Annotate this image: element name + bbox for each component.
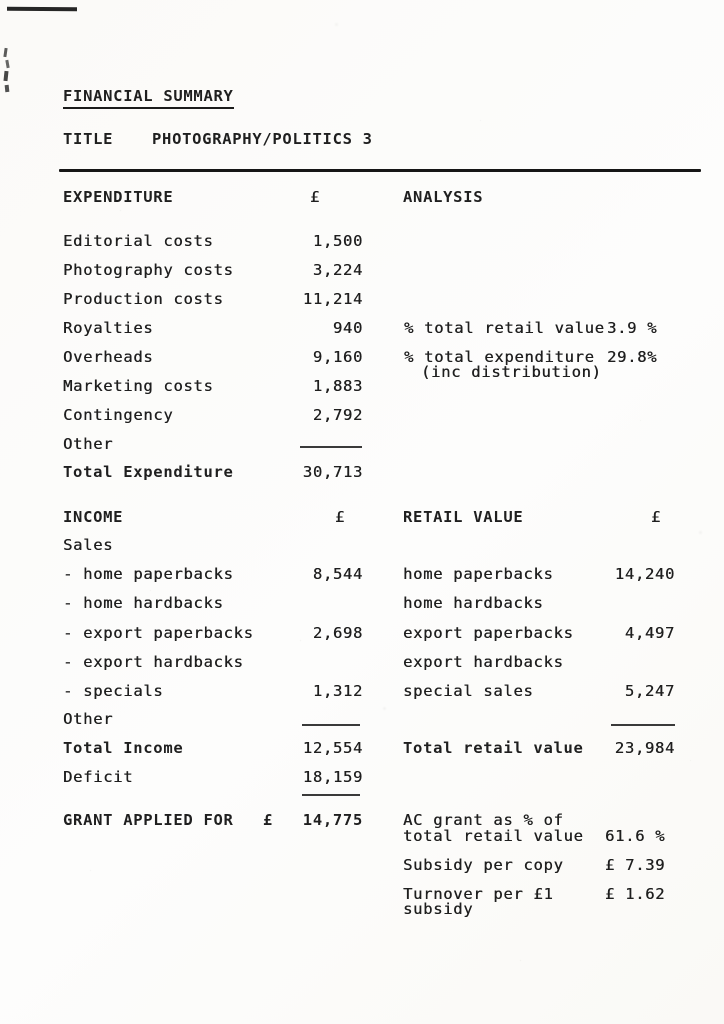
page-heading-text: FINANCIAL SUMMARY [63,87,234,109]
scan-noise [0,0,1,1]
expenditure-row-label: Production costs [63,290,224,308]
expenditure-row-label: Editorial costs [63,232,214,250]
income-currency-header: £ [335,508,346,526]
analysis-item-sublabel: (inc distribution) [421,363,602,381]
analysis-header: ANALYSIS [403,188,484,206]
expenditure-row-label: Royalties [63,319,154,337]
sum-line [302,794,360,796]
income-total-label: Total Income [63,739,184,757]
deficit-label: Deficit [63,768,134,786]
expenditure-row-label: Overheads [63,348,154,366]
metric-label: Subsidy per copy [403,856,564,874]
income-row-label: - specials [63,682,164,700]
income-total-amount: 12,554 [302,739,363,757]
retail-row-label: home paperbacks [403,565,554,583]
metric-value: £ 1.62 [605,885,666,903]
retail-row-amount: 14,240 [614,565,675,583]
metric-value: £ 7.39 [605,856,666,874]
retail-row-label: home hardbacks [403,594,544,612]
expenditure-row-label: Marketing costs [63,377,214,395]
expenditure-row-amount: 1,883 [312,377,363,395]
expenditure-header: EXPENDITURE [63,188,174,206]
retail-row-label: export paperbacks [403,624,574,642]
analysis-item-label: % total retail value [404,319,605,337]
income-row-amount: 1,312 [312,682,363,700]
metric-label-line2: total retail value [403,827,584,845]
sum-line [611,724,675,726]
retail-row-amount: 4,497 [624,624,675,642]
expenditure-row-amount: 9,160 [312,348,363,366]
scan-artifact [3,71,8,81]
income-row-amount: 2,698 [312,624,363,642]
expenditure-row-label: Other [63,435,114,453]
retail-total-amount: 23,984 [614,739,675,757]
scan-artifact [3,48,7,57]
metric-label-line2: subsidy [403,900,474,918]
horizontal-rule [59,169,701,172]
expenditure-row-amount: 2,792 [312,406,363,424]
retail-row-label: export hardbacks [403,653,564,671]
sum-line [302,724,360,726]
sales-label: Sales [63,536,114,554]
income-header: INCOME [63,508,124,526]
sum-line [300,446,362,448]
grant-label: GRANT APPLIED FOR [63,811,234,829]
retail-row-label: special sales [403,682,534,700]
grant-currency: £ [263,811,274,829]
expenditure-row-amount: 940 [332,319,363,337]
income-row-amount: 8,544 [312,565,363,583]
expenditure-row-amount: 11,214 [302,290,363,308]
metric-value: 61.6 % [605,827,666,845]
title-label: TITLE [63,130,114,148]
expenditure-row-label: Contingency [63,406,174,424]
expenditure-currency-header: £ [310,188,321,206]
income-row-label: - export paperbacks [63,624,254,642]
scan-artifact [5,85,10,92]
income-row-label: Other [63,710,114,728]
expenditure-row-label: Photography costs [63,261,234,279]
expenditure-row-amount: 1,500 [312,232,363,250]
income-row-label: - export hardbacks [63,653,244,671]
expenditure-total-amount: 30,713 [302,463,363,481]
deficit-amount: 18,159 [302,768,363,786]
expenditure-total-label: Total Expenditure [63,463,234,481]
metric-label: AC grant as % of [403,811,564,829]
analysis-item-value: 29.8% [607,348,658,366]
income-row-label: - home hardbacks [63,594,224,612]
grant-amount: 14,775 [302,811,363,829]
retail-header: RETAIL VALUE [403,508,524,526]
retail-currency-header: £ [651,508,662,526]
scan-artifact [5,60,9,68]
analysis-item-label: % total expenditure [404,348,595,366]
retail-total-label: Total retail value [403,739,584,757]
scan-artifact [7,7,77,11]
income-row-label: - home paperbacks [63,565,234,583]
expenditure-row-amount: 3,224 [312,261,363,279]
page-heading [63,87,234,105]
title-value: PHOTOGRAPHY/POLITICS 3 [152,130,373,148]
analysis-item-value: 3.9 % [607,319,658,337]
metric-label: Turnover per £1 [403,885,554,903]
retail-row-amount: 5,247 [624,682,675,700]
